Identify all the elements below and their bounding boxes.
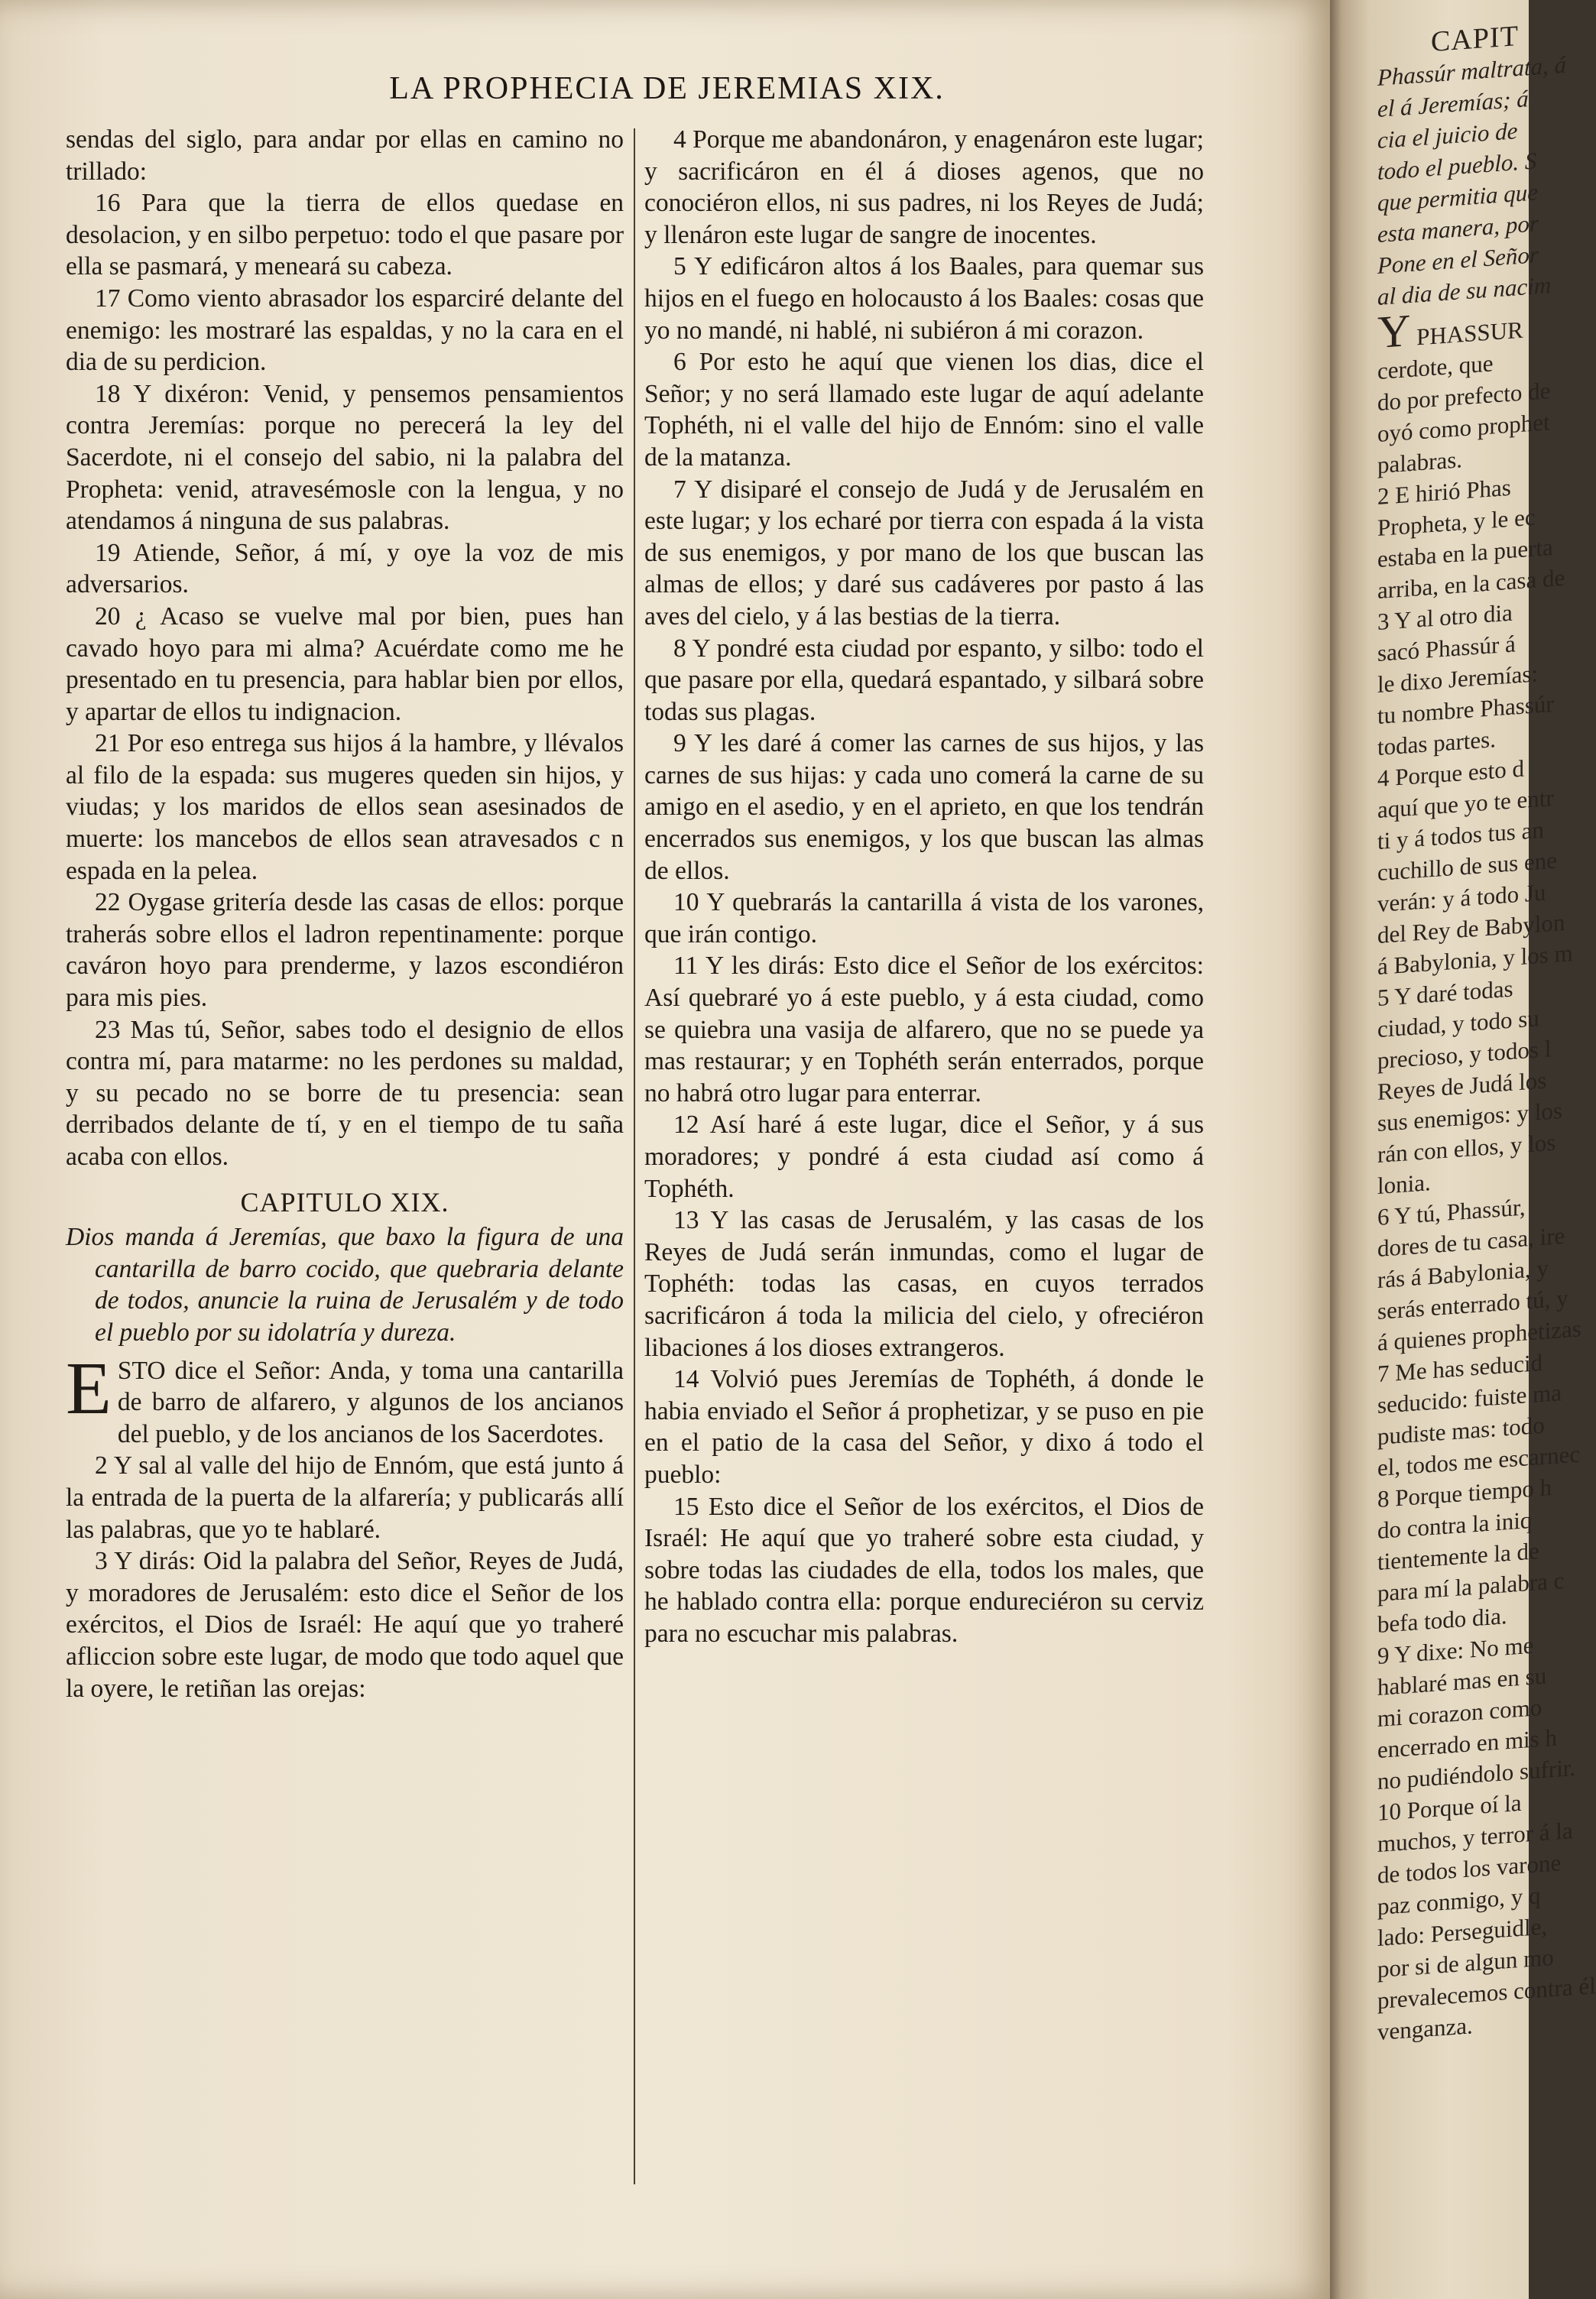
first-verse [66, 1347, 624, 1451]
verse: 10 Y quebrarás la cantarilla á vista de los varones, que irán contigo. [644, 888, 1204, 948]
facing-line: serás enterrado tú, y [1377, 1284, 1568, 1325]
facing-line: lonia. [1377, 1169, 1431, 1199]
middle-column [644, 124, 1204, 1650]
verses-before-chapter [66, 124, 624, 1173]
facing-line: aquí que yo te entr [1377, 783, 1554, 823]
facing-line: Reyes de Judá los [1377, 1066, 1547, 1105]
facing-page-edge [1330, 0, 1596, 2299]
verse: 12 Así haré á este lugar, dice el Señor, y á sus moradores; y pondré á esta ciudad así como á Tophéth. [644, 1111, 1204, 1203]
facing-line: el, todos me escarnec [1377, 1440, 1581, 1481]
facing-summary-line: Phassúr maltrata, á [1377, 50, 1567, 91]
facing-line: verán: y á todo Ju [1377, 878, 1546, 917]
facing-line: venganza. [1377, 2012, 1473, 2045]
facing-line: del Rey de Babylon [1377, 908, 1565, 948]
facing-line: prevalecemos contra él [1377, 1972, 1596, 2014]
facing-line: pudiste mas: todo [1377, 1411, 1545, 1450]
facing-line: sacó Phassúr á [1377, 630, 1516, 666]
chapter-heading: CAPITULO XIX. [240, 1186, 449, 1218]
running-head: LA PROPHECIA DE JEREMIAS XIX. [389, 71, 945, 106]
facing-line: hablaré mas en su [1377, 1662, 1547, 1701]
verse: 11 Y les dirás: Esto dice el Señor de los exércitos: Así quebraré yo á este pueblo, y á esta ciudad, como se quiebra una vasija de alfarero, que no se puede ya mas restaurar; y en Tophéth serán enterrados, porque no habrá otro lugar para enterrar. [644, 952, 1204, 1107]
facing-line: 7 Me has seducid [1377, 1348, 1543, 1387]
verse: 5 Y edificáron altos á los Baales, para quemar sus hijos en el fuego en holocausto á los Baales: cosas que yo no mandé, ni hablé, ni subiéron á mi corazon. [644, 252, 1204, 345]
facing-line: rás á Babylonia, y [1377, 1254, 1549, 1293]
facing-line: no pudiéndolo sufrir. [1377, 1753, 1576, 1795]
drop-cap-initial: E [66, 1347, 112, 1430]
facing-page-heading: CAPIT [1431, 20, 1519, 59]
verse: 7 Y disiparé el consejo de Judá y de Jerusalém en este lugar; y los echaré por tierra con espada á la vista de sus enemigos, y por mano de los que buscan las almas de ellos; y daré sus cadáveres por pasto á las aves del cielo, y á las bestias de la tierra. [644, 475, 1204, 631]
facing-line: para mí la palabra c [1377, 1566, 1565, 1607]
facing-page-text [1377, 19, 1596, 2048]
left-column [66, 124, 624, 1704]
facing-line: sus enemigos: y los [1377, 1097, 1562, 1137]
facing-line: seducido: fuiste ma [1377, 1379, 1562, 1419]
verse: 9 Y les daré á comer las carnes de sus hijos, y las carnes de sus hijas: y cada uno comerá la carne de su amigo en el asedio, y en el aprieto, en que los tendrán encerrados sus enemigos, y los que buscan las almas de ellos. [644, 729, 1204, 885]
facing-line: do contra la iniq [1377, 1506, 1533, 1544]
facing-line: ti y á todos tus an [1377, 816, 1544, 854]
facing-line: tu nombre Phassúr [1377, 689, 1554, 729]
verse: 20 ¿ Acaso se vuelve mal por bien, pues han cavado hoyo para mi alma? Acuérdate como me he presentado en tu presencia, para hablar bien por ellos, y apartar de ellos tu indignacion. [66, 602, 624, 726]
facing-line: de todos los varone [1377, 1849, 1562, 1889]
facing-line: precioso, y todos l [1377, 1035, 1552, 1074]
facing-line: tientemente la de [1377, 1537, 1539, 1575]
facing-line: muchos, y terror á la [1377, 1817, 1573, 1857]
facing-summary-line: Pone en el Señor [1377, 241, 1539, 279]
verse: 6 Por esto he aquí que vienen los dias, dice el Señor; y no será llamado este lugar de aquí adelante Tophéth, ni el valle del hijo de Ennóm: sino el valle de la matanza. [644, 348, 1204, 472]
facing-line: oyó como prophet [1377, 408, 1550, 447]
facing-line: 5 Y daré todas [1377, 974, 1513, 1011]
verse: 4 Porque me abandonáron, y enagenáron este lugar; y sacrificáron en él á dioses agenos, que no conociéron ellos, ni sus padres, ni los Reyes de Judá; y llenáron este lugar de sangre de inocentes. [644, 125, 1204, 249]
facing-line: á quienes prophetizas [1377, 1315, 1581, 1356]
facing-line: lado: Perseguidle, [1377, 1912, 1548, 1951]
verse: 15 Esto dice el Señor de los exércitos, el Dios de Israél: He aquí que yo traheré sobre esta ciudad, y sobre todas las ciudades de ella, todos los males, que he hablado contra ella: porque endureciéron su cerviz para no escuchar mis palabras. [644, 1492, 1204, 1648]
verse: 13 Y las casas de Jerusalém, y las casas de los Reyes de Judá serán inmundas, como el lugar de Tophéth: todas las casas, en cuyos terrados sacrificáron á toda la milicia del cielo, y ofreciéron libaciones á los dioses extrangeros. [644, 1206, 1204, 1362]
verse: 23 Mas tú, Señor, sabes todo el designio de ellos contra mí, para matarme: no les perdones su maldad, y su pecado no se borre de tu presencia: sean derribados delante de tí, y en el tiempo de tu saña acaba con ellos. [66, 1015, 624, 1171]
facing-line: 6 Y tú, Phassúr, [1377, 1193, 1526, 1231]
facing-line: cerdote, que [1377, 349, 1494, 384]
verse: 22 Oygase gritería desde las casas de ellos: porque traherás sobre ellos el ladron repentinamente: porque caváron hoyo para prenderme, y lazos escondiéron para mis pies. [66, 888, 624, 1013]
facing-line: 3 Y al otro dia [1377, 598, 1513, 635]
facing-line: por si de algun mo [1377, 1943, 1554, 1983]
facing-line: cuchillo de sus ene [1377, 846, 1558, 886]
facing-line: ciudad, y todo su [1377, 1004, 1539, 1042]
facing-line: á Babylonia, y los m [1377, 939, 1573, 980]
verse: 14 Volvió pues Jeremías de Tophéth, á donde le habia enviado el Señor á prophetizar, y se puso en pie en el patio de la casa del Señor, y dixo á todo el pueblo: [644, 1365, 1204, 1489]
facing-line: palabras. [1377, 446, 1463, 478]
facing-summary-line: esta manera, por [1377, 209, 1539, 248]
verse: 18 Y dixéron: Venid, y pensemos pensamientos contra Jeremías: porque no perecerá la ley del Sacerdote, ni el consejo del sabio, ni la palabra del Propheta: venid, atravesémosle con la lengua, y no atendamos á ninguna de sus palabras. [66, 379, 624, 536]
verse: 19 Atiende, Señor, á mí, y oye la voz de mis adversarios. [66, 538, 624, 599]
verse: 21 Por eso entrega sus hijos á la hambre, y llévalos al filo de la espada: sus mugeres queden sin hijos, y viudas; y los maridos de ellos sean asesinados de muerte: los mancebos de ellos sean atravesados c n espada en la pelea. [66, 729, 624, 885]
facing-line: arriba, en la casa de [1377, 563, 1565, 604]
facing-summary-line: todo el pueblo. S [1377, 147, 1537, 185]
verse: 16 Para que la tierra de ellos quedase en desolacion, y en silbo perpetuo: todo el que pasare por ella se pasmará, y meneará su cabeza. [66, 189, 624, 281]
facing-summary-line: que permitia que [1377, 178, 1539, 216]
facing-drop-cap: Y [1377, 304, 1411, 358]
facing-summary-line: el á Jeremías; á [1377, 85, 1529, 122]
verse: 3 Y dirás: Oid la palabra del Señor, Reyes de Judá, y moradores de Jerusalém: esto dice el Señor de los exércitos, el Dios de Israél: He aquí que yo traheré afliccion sobre este lugar, de modo que todo aquel que la oyere, le retiñan las orejas: [66, 1547, 624, 1703]
verse: 8 Y pondré esta ciudad por espanto, y silbo: todo el que pasare por ella, quedará espantado, y silbará sobre todas sus plagas. [644, 634, 1204, 726]
facing-summary-line: al dia de su nacim [1377, 271, 1552, 310]
facing-line: todas partes. [1377, 725, 1496, 760]
facing-line: rán con ellos, y los [1377, 1128, 1556, 1168]
facing-line: befa todo dia. [1377, 1602, 1507, 1638]
column-rule [634, 128, 635, 2184]
verse: 2 Y sal al valle del hijo de Ennóm, que está junto á la entrada de la puerta de la alfarería; y publicarás allí las palabras, que yo te hablaré. [66, 1451, 624, 1544]
facing-line: estaba en la puerta [1377, 533, 1553, 572]
facing-line: 10 Porque oí la [1377, 1788, 1522, 1826]
facing-line: Propheta, y le ec [1377, 503, 1536, 541]
facing-line: 9 Y dixe: No me [1377, 1631, 1534, 1669]
facing-line: le dixo Jeremías: [1377, 660, 1539, 698]
facing-line: paz conmigo, y q [1377, 1882, 1541, 1920]
facing-line: do por prefecto de [1377, 377, 1551, 416]
verse: sendas del siglo, para andar por ellas en camino no trillado: [66, 125, 624, 186]
verse: 17 Como viento abrasador los esparciré delante del enemigo: les mostraré las espaldas, y no la cara en el dia de su perdicion. [66, 284, 624, 377]
facing-line: dores de tu casa, ire [1377, 1221, 1565, 1262]
facing-line: 2 E hirió Phas [1377, 473, 1511, 510]
facing-line: PHASSUR [1416, 316, 1523, 351]
facing-summary-line: cia el juicio de [1377, 117, 1518, 154]
facing-line: 4 Porque esto d [1377, 754, 1525, 792]
first-verse-text: STO dice el Señor: Anda, y toma una cantarilla de barro de alfarero, y algunos de los ancianos del pueblo, y de los ancianos de los Sacerdotes. [117, 1356, 624, 1448]
chapter-summary: Dios manda á Jeremías, que baxo la figura de una cantarilla de barro cocido, que quebraria delante de todos, anuncie la ruina de Jerusalém y de todo el pueblo por su idolatría y dureza. [66, 1223, 624, 1347]
facing-line: encerrado en mis h [1377, 1723, 1557, 1763]
facing-line: 8 Porque tiempo h [1377, 1474, 1552, 1513]
facing-line: mi corazon como [1377, 1693, 1542, 1732]
